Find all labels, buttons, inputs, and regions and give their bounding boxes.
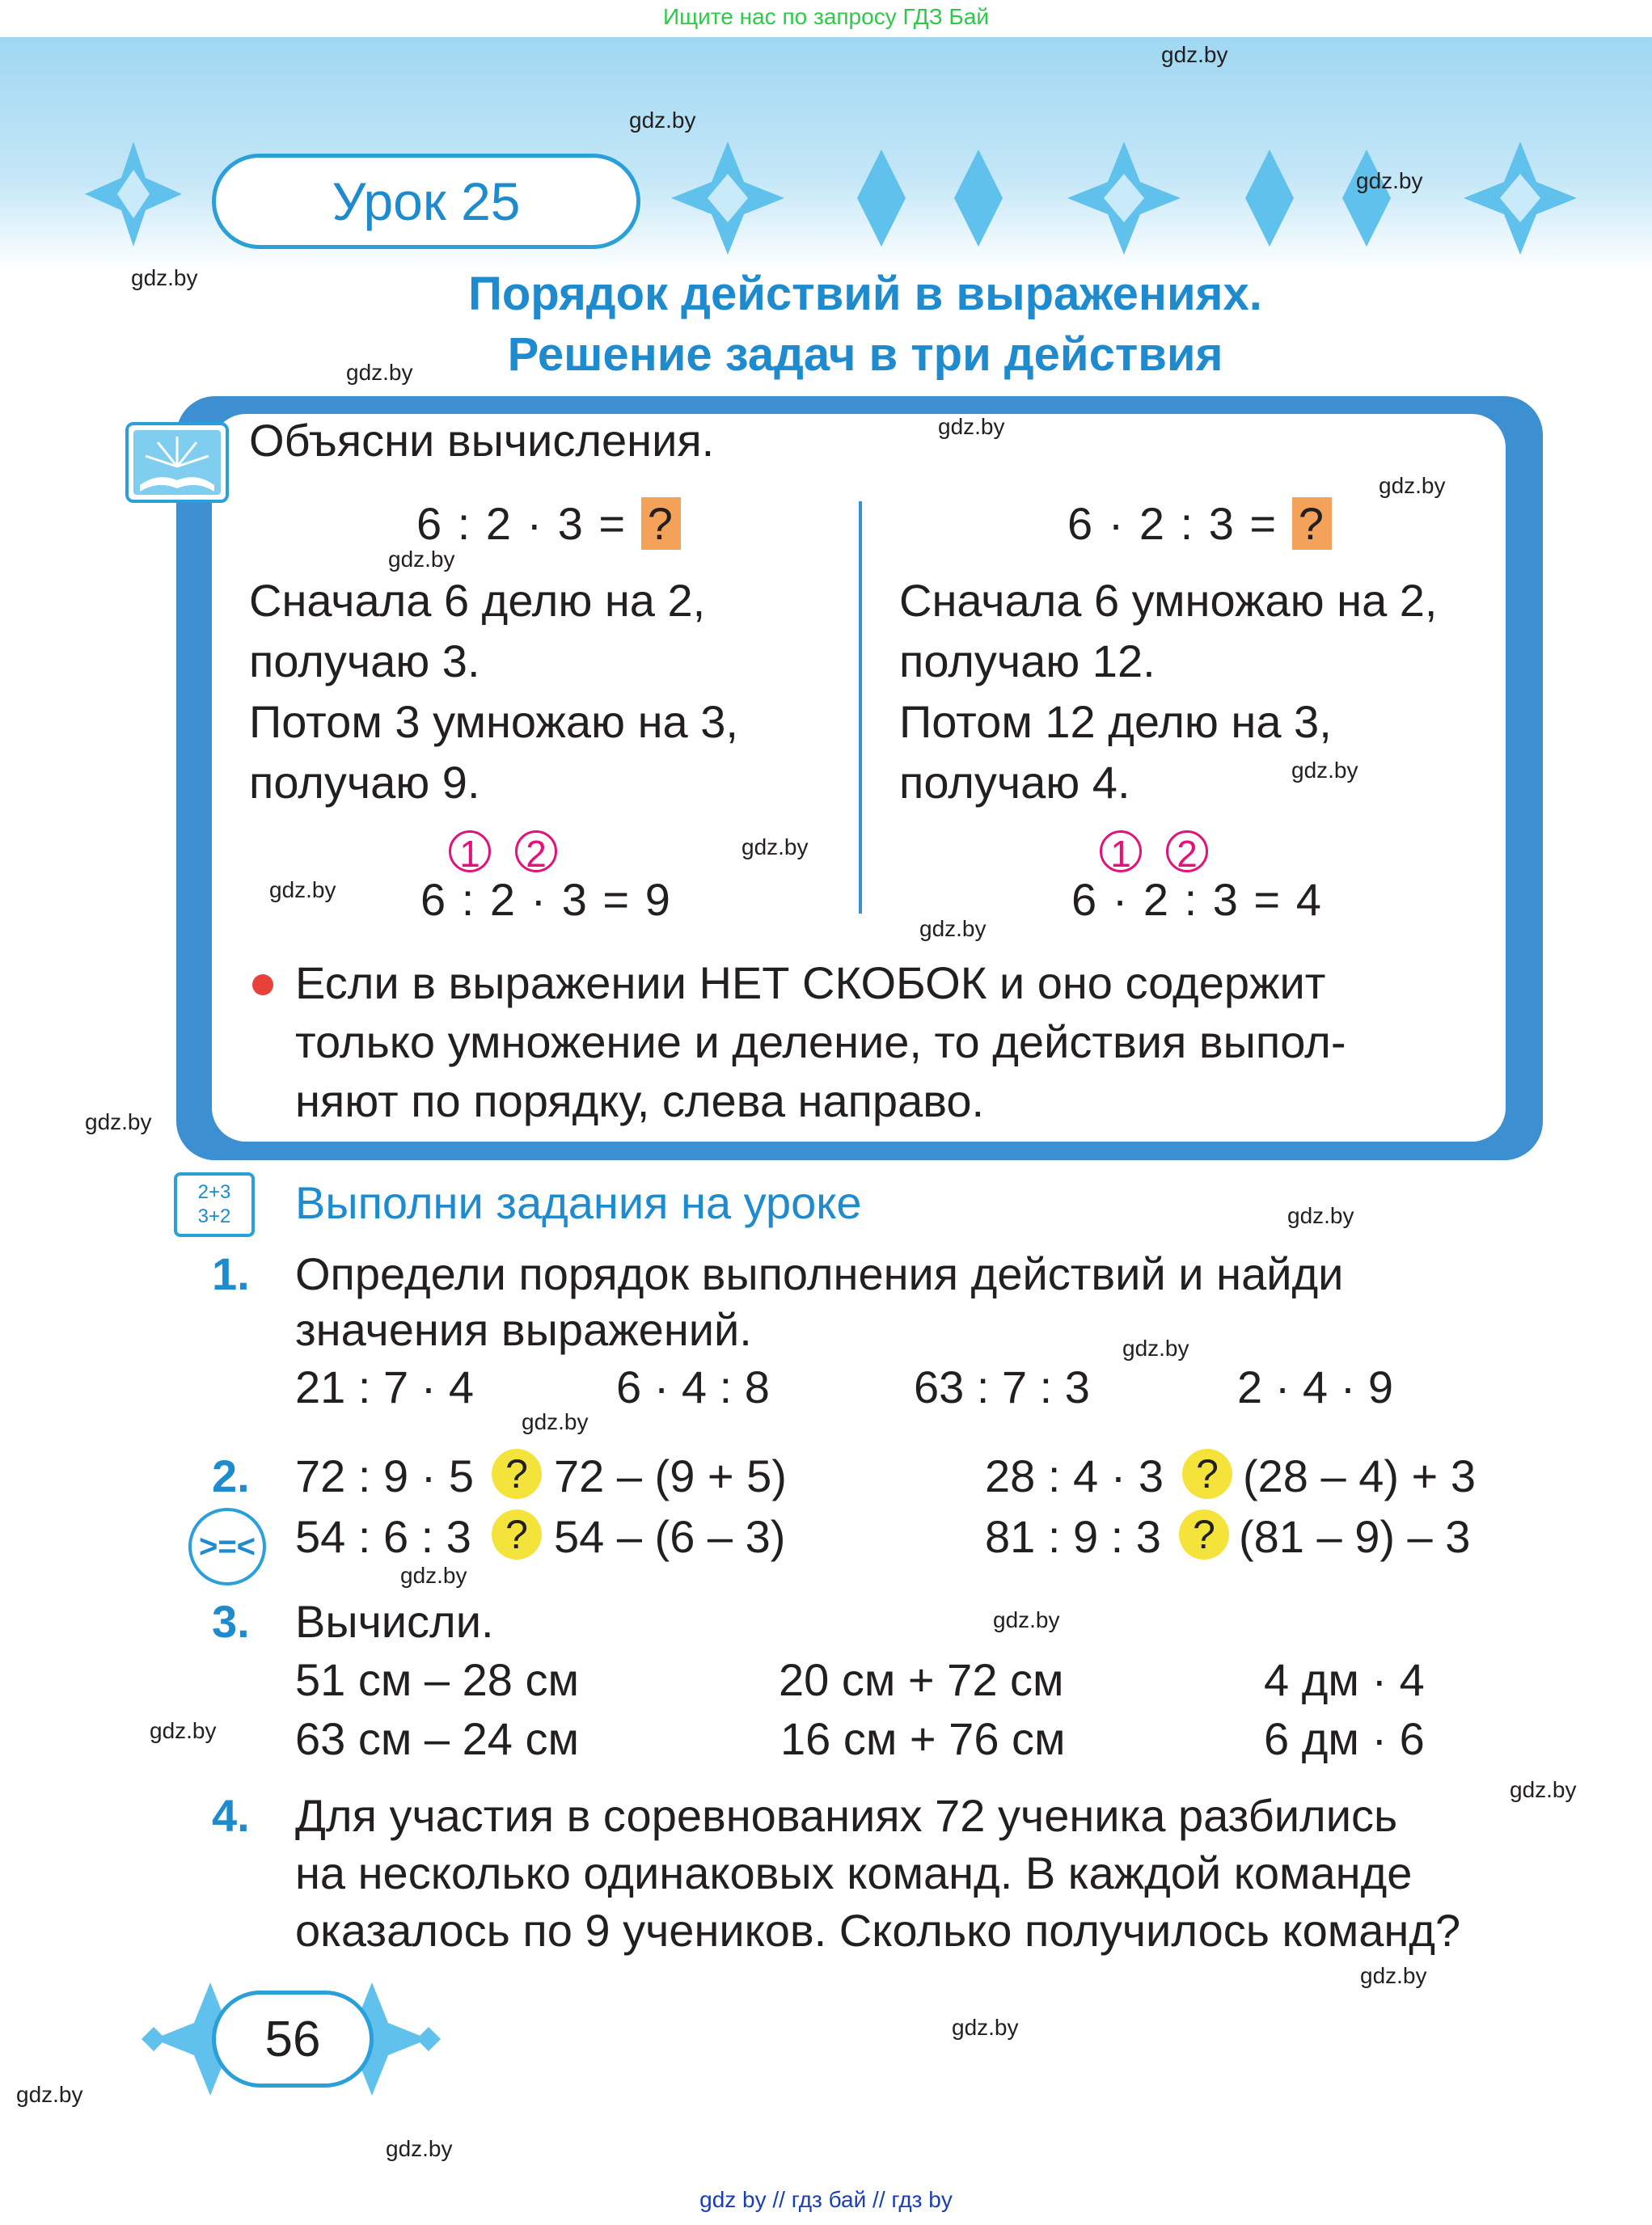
watermark: gdz.by: [993, 1607, 1060, 1632]
watermark: gdz.by: [1360, 1963, 1427, 1988]
left-step-2-circle: 2: [515, 830, 557, 872]
blackboard-line-2: 3+2: [197, 1205, 231, 1227]
watermark: gdz.by: [919, 916, 987, 941]
task-1-expr-4: 2 · 4 · 9: [1237, 1362, 1393, 1412]
watermark: gdz.by: [938, 414, 1005, 439]
rule-bullet-icon: [252, 974, 273, 995]
watermark: gdz.by: [629, 108, 696, 133]
section-title: Выполни задания на уроке: [295, 1177, 862, 1228]
right-line-3: Потом 12 делю на 3,: [899, 696, 1332, 747]
right-line-2: получаю 12.: [899, 635, 1156, 686]
task-2-row1-right-q-circle: ?: [1182, 1449, 1232, 1499]
blackboard-line-1: 2+3: [197, 1181, 231, 1203]
watermark: gdz.by: [388, 547, 455, 572]
left-line-2: получаю 3.: [249, 635, 480, 686]
task-1-expr-1: 21 : 7 · 4: [295, 1362, 475, 1412]
task-2-row1-right-q: [1182, 1449, 1232, 1499]
left-result: 6 : 2 · 3 = 9: [420, 874, 672, 925]
page-title-line2: Решение задач в три действия: [507, 328, 1223, 381]
watermark: gdz.by: [1287, 1203, 1354, 1228]
watermark: gdz.by: [269, 877, 336, 902]
watermark: gdz.by: [741, 834, 809, 859]
watermark: gdz.by: [952, 2015, 1019, 2040]
task-2-row1-left-q-circle: ?: [492, 1449, 542, 1499]
top-banner[interactable]: Ищите нас по запросу ГДЗ Бай: [662, 4, 990, 29]
blackboard-icon: [174, 1172, 255, 1237]
watermark: gdz.by: [346, 360, 413, 385]
ornament-left-icon: [81, 137, 186, 251]
watermark: gdz.by: [386, 2136, 453, 2161]
left-line-4: получаю 9.: [249, 757, 480, 808]
watermark: gdz.by: [150, 1718, 217, 1743]
task-2-row2-b: 54 – (6 – 3): [554, 1511, 786, 1562]
task-1-number: 1.: [212, 1248, 250, 1299]
right-step-2-circle: 2: [1166, 830, 1208, 872]
rule-heading: Объясни вычисления.: [249, 415, 715, 466]
right-expression-text: 6 · 2 : 3 =: [1067, 498, 1278, 549]
task-2-row2-left-q: [492, 1509, 542, 1560]
task-2-row2-right-q-circle: ?: [1179, 1509, 1229, 1560]
task-3-r2-c2: 16 см + 76 см: [780, 1713, 1066, 1764]
watermark: gdz.by: [16, 2082, 83, 2107]
task-1-line-1: Определи порядок выполнения действий и найди: [295, 1248, 1344, 1299]
watermark: gdz.by: [400, 1563, 467, 1588]
rule-line-2: только умножение и деление, то действия выпол-: [295, 1016, 1346, 1067]
watermark: gdz.by: [85, 1109, 152, 1134]
task-2-row2-a: 54 : 6 : 3: [295, 1511, 471, 1562]
task-3-r1-c3: 4 дм · 4: [1264, 1654, 1425, 1705]
task-2-row1-left-q: [492, 1449, 542, 1499]
watermark: gdz.by: [1379, 473, 1446, 498]
left-line-3: Потом 3 умножаю на 3,: [249, 696, 738, 747]
left-line-1: Сначала 6 делю на 2,: [249, 575, 706, 626]
right-line-4: получаю 4.: [899, 757, 1130, 808]
task-2-row2-c: 81 : 9 : 3: [985, 1511, 1161, 1562]
task-2-number: 2.: [212, 1450, 250, 1501]
right-step-1-circle: 1: [1100, 830, 1142, 872]
book-sun-icon: [125, 422, 229, 503]
watermark: gdz.by: [1510, 1777, 1577, 1802]
task-4-line-2: на несколько одинаковых команд. В каждой команде: [295, 1847, 1413, 1898]
right-result: 6 · 2 : 3 = 4: [1071, 874, 1323, 925]
watermark: gdz.by: [1122, 1336, 1189, 1361]
task-4-number: 4.: [212, 1790, 250, 1841]
rule-line-1: Если в выражении НЕТ СКОБОК и оно содержит: [295, 957, 1326, 1008]
task-1-expr-3: 63 : 7 : 3: [914, 1362, 1090, 1412]
watermark: gdz.by: [522, 1409, 589, 1434]
task-2-row1-d: (28 – 4) + 3: [1243, 1450, 1476, 1501]
right-question-box: ?: [1292, 497, 1332, 550]
task-4-line-1: Для участия в соревнованиях 72 ученика разбились: [295, 1790, 1398, 1841]
page-title-line1: Порядок действий в выражениях.: [468, 268, 1262, 320]
task-2-row2-right-q: [1179, 1509, 1229, 1560]
task-2-row2-d: (81 – 9) – 3: [1239, 1511, 1471, 1562]
column-divider: [859, 501, 862, 914]
footer-links[interactable]: gdz by // гдз бай // гдз by: [699, 2187, 953, 2212]
task-1-expr-2: 6 · 4 : 8: [616, 1362, 770, 1412]
left-step-1-circle: 1: [449, 830, 491, 872]
task-3-r1-c1: 51 см – 28 см: [295, 1654, 579, 1705]
task-3-heading: Вычисли.: [295, 1596, 494, 1647]
task-4-line-3: оказалось по 9 учеников. Сколько получилось команд?: [295, 1905, 1461, 1956]
page-number: 56: [212, 1991, 374, 2088]
task-2-row2-left-q-circle: ?: [492, 1509, 542, 1560]
task-2-row1-c: 28 : 4 · 3: [985, 1450, 1164, 1501]
watermark: gdz.by: [131, 265, 198, 290]
right-expression: [1067, 497, 1332, 550]
task-2-row1-a: 72 : 9 · 5: [295, 1450, 475, 1501]
watermark: gdz.by: [1161, 42, 1228, 67]
task-3-r2-c1: 63 см – 24 см: [295, 1713, 579, 1764]
task-3-r2-c3: 6 дм · 6: [1264, 1713, 1425, 1764]
left-expression-text: 6 : 2 · 3 =: [416, 498, 627, 549]
watermark: gdz.by: [1291, 758, 1358, 783]
right-line-1: Сначала 6 умножаю на 2,: [899, 575, 1438, 626]
lesson-label: Урок 25: [212, 154, 640, 249]
task-1-line-2: значения выражений.: [295, 1304, 752, 1355]
task-3-r1-c2: 20 см + 72 см: [779, 1654, 1064, 1705]
left-expression: [416, 497, 681, 550]
watermark: gdz.by: [1356, 168, 1423, 193]
compare-icon: >=<: [188, 1508, 266, 1585]
ornament-band-icon: [671, 137, 1585, 259]
left-question-box: ?: [641, 497, 681, 550]
task-2-row1-b: 72 – (9 + 5): [554, 1450, 787, 1501]
task-3-number: 3.: [212, 1596, 250, 1647]
rule-line-3: няют по порядку, слева направо.: [295, 1075, 985, 1126]
